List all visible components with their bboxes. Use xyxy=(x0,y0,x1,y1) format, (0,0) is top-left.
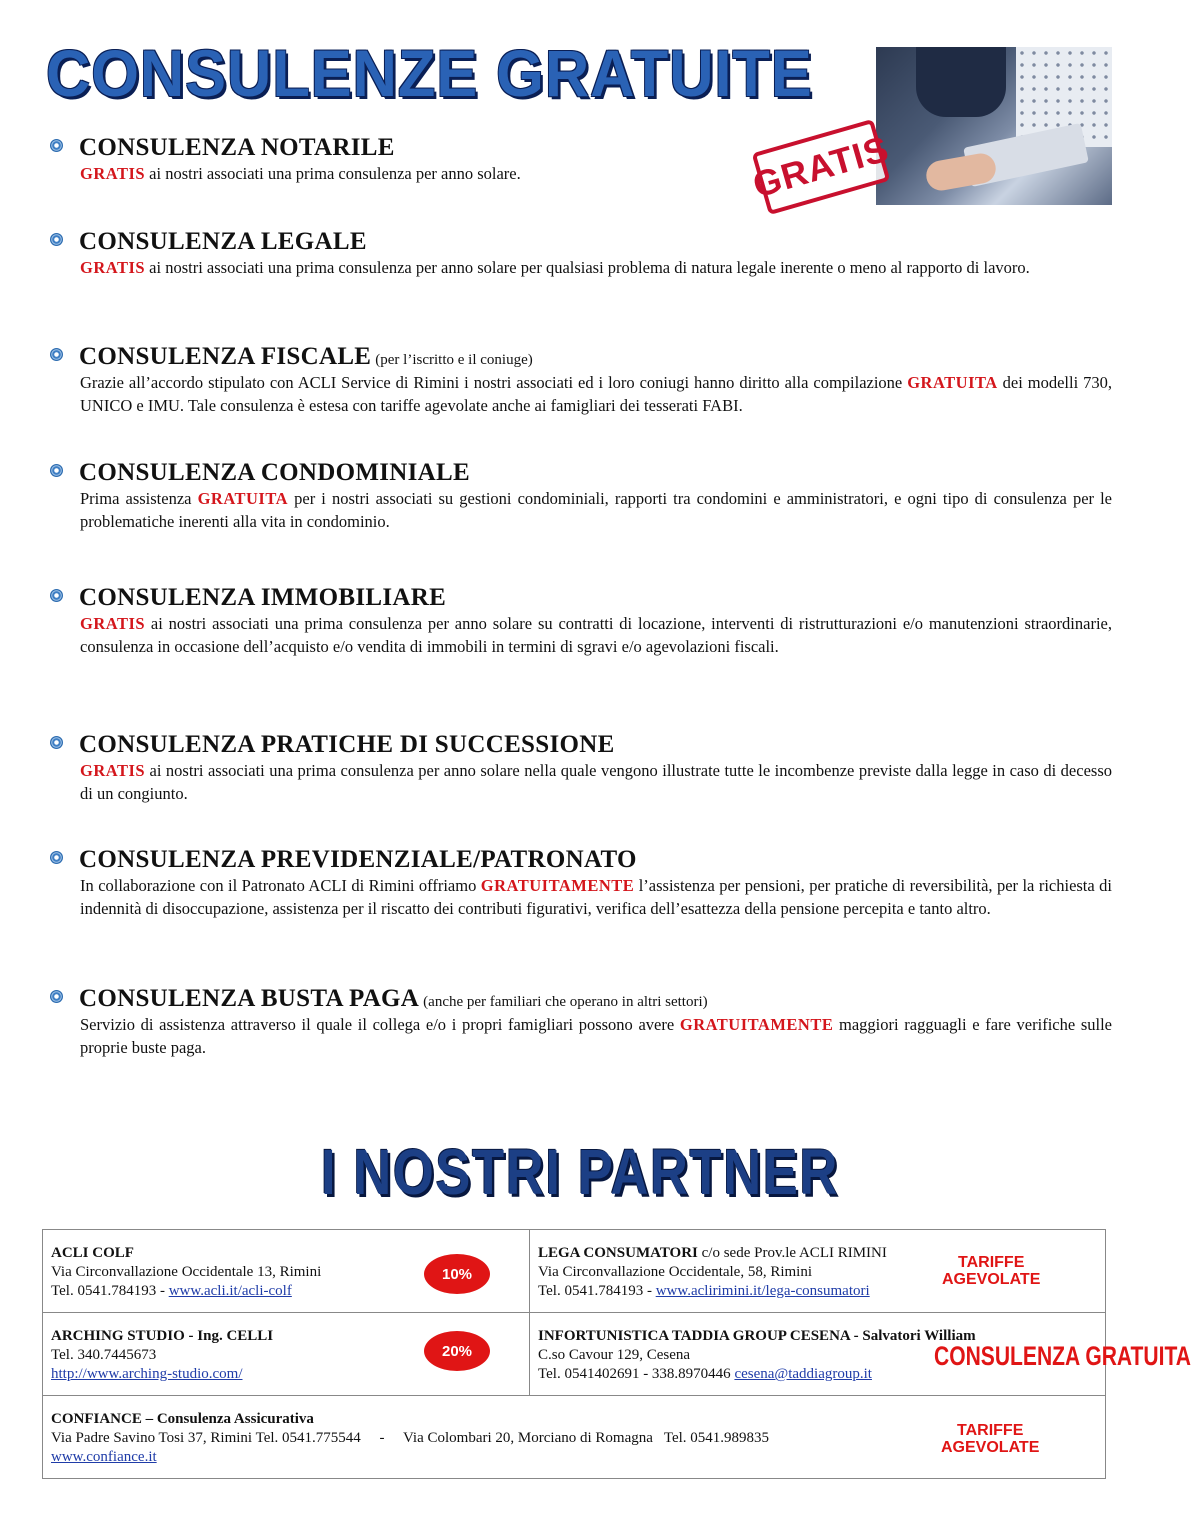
partner-link[interactable]: www.confiance.it xyxy=(51,1449,157,1465)
partner-address: Via Padre Savino Tosi 37, Rimini Tel. 0541.775544 - Via Colombari 20, Morciano di Romagna Tel. 0541.989835 xyxy=(51,1430,770,1446)
highlight: GRATUITAMENTE xyxy=(480,876,635,895)
gear-bullet-icon xyxy=(50,851,63,864)
highlight: GRATIS xyxy=(80,761,146,780)
section-body xyxy=(80,162,780,185)
highlight: GRATIS xyxy=(80,164,146,183)
section-immobiliare xyxy=(50,584,1112,658)
body-text: l’assistenza per pensioni, per pratiche di reversibilità, per la richiesta di indennità di disoccupazione, assistenza per il riscatto dei contributi figurativi, verifica dell’esattezza della pensione percepita e tanto altro. xyxy=(80,876,1112,918)
section-body xyxy=(80,371,1112,417)
partner-tel: Tel. 0541.784193 - xyxy=(51,1283,169,1299)
badge-line: AGEVOLATE xyxy=(942,1271,1041,1288)
partner-confiance xyxy=(43,1396,1106,1479)
section-note: (anche per familiari che operano in altri settori) xyxy=(423,994,708,1010)
partner-name: ACLI COLF xyxy=(51,1245,134,1261)
section-body xyxy=(80,487,1112,533)
body-text: ai nostri associati una prima consulenza per anno solare nella quale vengono illustrate tutte le incombenze previste dalla legge in caso di decesso di un congiunto. xyxy=(80,761,1112,803)
body-text: Prima assistenza xyxy=(80,489,198,508)
section-notarile xyxy=(50,134,1112,185)
body-text: per i nostri associati su gestioni condominiali, rapporti tra condomini e amministratori, e ogni tipo di consulenza per le problematiche inerenti alla vita in condominio. xyxy=(80,489,1113,531)
consulenza-gratuita-badge: CONSULENZA GRATUITA xyxy=(934,1341,1191,1371)
partner-taddia-group xyxy=(530,1313,1191,1396)
partner-email[interactable]: cesena@taddiagroup.it xyxy=(734,1366,872,1382)
partners-table xyxy=(42,1229,1191,1479)
gratis-stamp: GRATIS xyxy=(752,119,891,215)
partner-tel: Tel. 0541.784193 - xyxy=(538,1283,656,1299)
section-title: CONSULENZA BUSTA PAGA xyxy=(79,985,420,1012)
body-text: Servizio di assistenza attraverso il quale il collega e/o i propri famigliari possono avere xyxy=(80,1015,680,1034)
gear-bullet-icon xyxy=(50,139,63,152)
discount-badge: 10% xyxy=(424,1254,490,1294)
section-title: CONSULENZA CONDOMINIALE xyxy=(79,459,470,486)
section-title: CONSULENZA IMMOBILIARE xyxy=(79,584,447,611)
partner-acli-colf xyxy=(43,1230,530,1313)
partner-tel: Tel. 0541402691 - 338.8970446 xyxy=(538,1366,735,1382)
body-text: In collaborazione con il Patronato ACLI di Rimini offriamo xyxy=(80,876,481,895)
page-title: CONSULENZE GRATUITE xyxy=(46,36,813,110)
body-text: dei modelli 730, UNICO e IMU. Tale consulenza è estesa con tariffe agevolate anche ai famigliari dei tesserati FABI. xyxy=(80,373,1113,415)
body-text: ai nostri associati una prima consulenza per anno solare. xyxy=(145,164,521,183)
body-text: Grazie all’accordo stipulato con ACLI Service di Rimini i nostri associati ed i loro coniugi hanno diritto alla compilazione xyxy=(80,373,908,392)
partner-lega-consumatori xyxy=(530,1230,1106,1313)
section-fiscale xyxy=(50,343,1112,417)
partner-name-rest: c/o sede Prov.le ACLI RIMINI xyxy=(697,1245,887,1261)
partner-name: LEGA CONSUMATORI xyxy=(538,1245,698,1261)
partners-title: I NOSTRI PARTNER xyxy=(320,1136,840,1208)
section-title: CONSULENZA NOTARILE xyxy=(79,134,395,161)
section-title: CONSULENZA PRATICHE DI SUCCESSIONE xyxy=(79,731,615,758)
section-title: CONSULENZA LEGALE xyxy=(79,228,367,255)
section-body xyxy=(80,612,1112,658)
section-body xyxy=(80,1013,1112,1059)
body-text: maggiori ragguagli e fare verifiche sulle proprie buste paga. xyxy=(80,1015,1113,1057)
body-text: ai nostri associati una prima consulenza per anno solare su contratti di locazione, interventi di ristrutturazioni e/o manutenzioni straordinarie, consulenza in occasione dell’acquisto e/o vendita di immobili in termini di sgravi e/o agevolazioni fiscali. xyxy=(80,614,1112,656)
highlight: GRATUITAMENTE xyxy=(679,1015,834,1034)
partner-name: ARCHING STUDIO - Ing. CELLI xyxy=(51,1328,274,1344)
partner-link[interactable]: www.acli.it/acli-colf xyxy=(168,1283,292,1299)
section-legale xyxy=(50,228,1112,279)
partner-name: INFORTUNISTICA TADDIA GROUP CESENA - Salvatori William xyxy=(538,1328,976,1344)
partner-address: Via Circonvallazione Occidentale, 58, Rimini xyxy=(538,1264,813,1280)
section-body xyxy=(80,256,1112,279)
gear-bullet-icon xyxy=(50,736,63,749)
gear-bullet-icon xyxy=(50,464,63,477)
gear-bullet-icon xyxy=(50,990,63,1003)
section-condominiale xyxy=(50,459,1112,533)
partner-name: CONFIANCE – Consulenza Assicurativa xyxy=(51,1411,314,1427)
badge-line: AGEVOLATE xyxy=(941,1439,1040,1456)
section-successione xyxy=(50,731,1112,805)
discount-badge: 20% xyxy=(424,1331,490,1371)
tariffe-agevolate-badge xyxy=(941,1422,1039,1456)
partner-link[interactable]: http://www.arching-studio.com/ xyxy=(51,1366,243,1382)
highlight: GRATIS xyxy=(80,614,146,633)
body-text: ai nostri associati una prima consulenza per anno solare per qualsiasi problema di natura legale inerente o meno al rapporto di lavoro. xyxy=(145,258,1030,277)
section-body xyxy=(80,759,1112,805)
highlight: GRATIS xyxy=(80,258,146,277)
highlight: GRATUITA xyxy=(907,373,998,392)
section-previdenziale xyxy=(50,846,1112,920)
section-note: (per l’iscritto e il coniuge) xyxy=(375,352,533,368)
section-title: CONSULENZA FISCALE xyxy=(79,343,372,370)
gear-bullet-icon xyxy=(50,348,63,361)
partner-address: Via Circonvallazione Occidentale 13, Rimini xyxy=(51,1264,322,1280)
badge-line: TARIFFE xyxy=(958,1254,1025,1271)
highlight: GRATUITA xyxy=(197,489,289,508)
gear-bullet-icon xyxy=(50,589,63,602)
partner-tel: Tel. 340.7445673 xyxy=(51,1347,157,1363)
badge-line: TARIFFE xyxy=(957,1422,1024,1439)
gear-bullet-icon xyxy=(50,233,63,246)
section-busta-paga xyxy=(50,985,1112,1059)
partner-address: C.so Cavour 129, Cesena xyxy=(538,1347,691,1363)
section-title: CONSULENZA PREVIDENZIALE/PATRONATO xyxy=(79,846,637,873)
partner-link[interactable]: www.aclirimini.it/lega-consumatori xyxy=(655,1283,870,1299)
tariffe-agevolate-badge xyxy=(942,1254,1040,1288)
section-body xyxy=(80,874,1112,920)
person-shape xyxy=(916,47,1006,117)
partner-arching-studio xyxy=(43,1313,530,1396)
